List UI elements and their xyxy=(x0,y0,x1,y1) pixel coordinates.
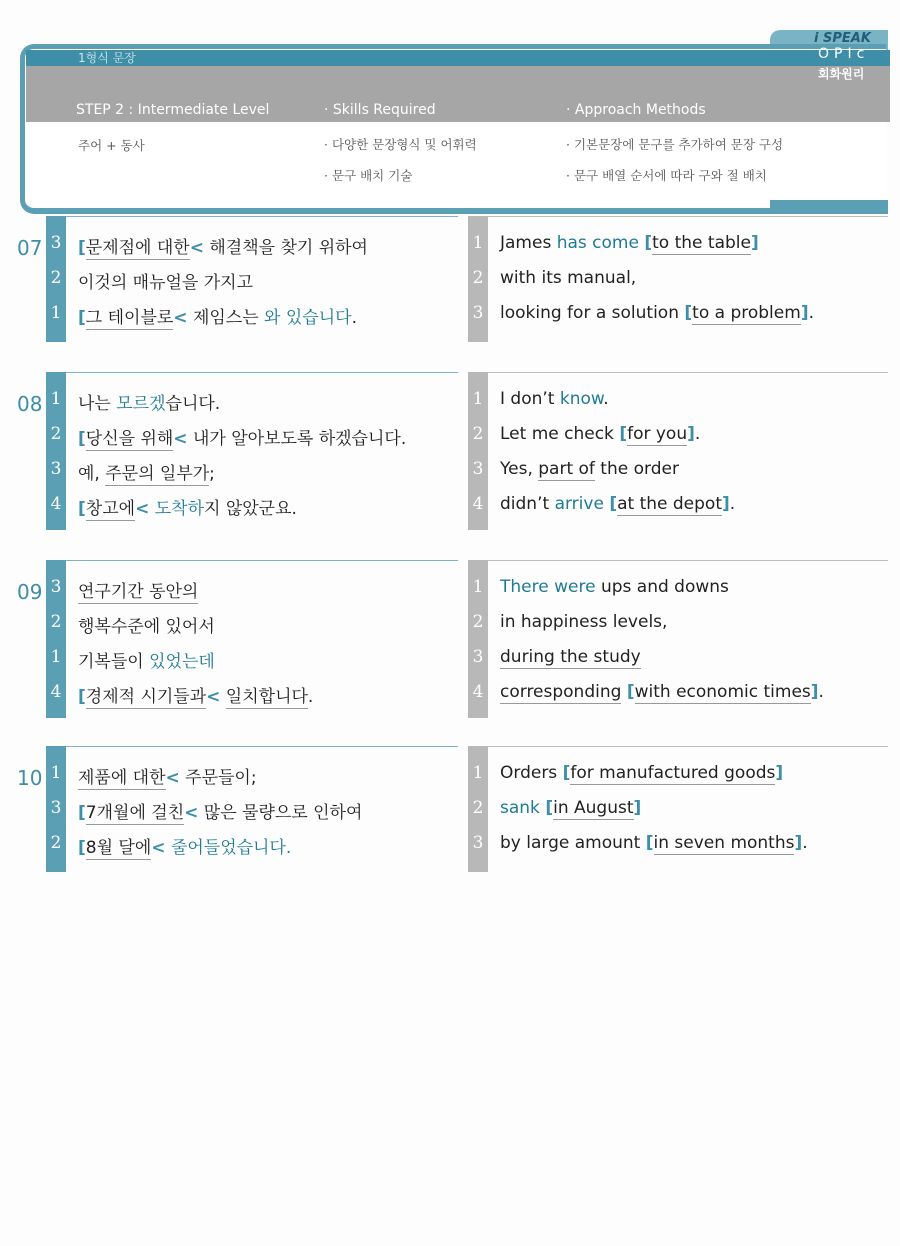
english-sentence-line xyxy=(500,612,667,632)
korean-sentence-line xyxy=(78,268,253,293)
underlined-phrase: for manufactured goods xyxy=(570,763,776,783)
sentence-text: . xyxy=(351,308,357,328)
korean-order-number: 1 xyxy=(50,389,62,409)
underlined-phrase: 8월 달에 xyxy=(85,838,152,858)
english-order-number: 2 xyxy=(472,424,484,444)
logo-subtitle: 회화원리 xyxy=(818,67,865,81)
sentence-text: 많은 물량으로 인하여 xyxy=(198,803,363,823)
separator-line xyxy=(46,746,458,747)
english-sentence-line xyxy=(500,459,679,479)
bracket-mark: [ xyxy=(609,494,618,514)
korean-sentence-line xyxy=(78,424,406,449)
underlined-phrase: 문제점에 대한 xyxy=(85,238,190,258)
sentence-text: . xyxy=(603,389,609,409)
korean-order-number: 4 xyxy=(50,682,62,702)
english-order-number: 2 xyxy=(472,798,484,818)
underlined-phrase: 일치합니다 xyxy=(225,687,308,707)
bracket-mark: < xyxy=(173,429,188,449)
skill-item: · 다양한 문장형식 및 어휘력 xyxy=(324,137,477,152)
sentence-text: looking for a solution xyxy=(500,303,685,323)
korean-sentence-line xyxy=(78,798,362,823)
sentence-text: James xyxy=(500,233,557,253)
english-order-number: 4 xyxy=(472,682,484,702)
logo-ispeak: i SPEAK xyxy=(814,31,871,46)
highlighted-phrase: 와 있습니다 xyxy=(264,308,352,328)
underlined-phrase: 그 테이블로 xyxy=(85,308,174,328)
highlighted-phrase: know xyxy=(559,389,604,409)
sentence-text: 해결책을 찾기 위하여 xyxy=(203,238,368,258)
underlined-phrase: 제품에 대한 xyxy=(78,768,166,788)
english-sentence-line xyxy=(500,763,783,783)
highlighted-phrase: There were xyxy=(500,577,596,597)
bracket-mark: ] xyxy=(687,424,695,444)
sentence-structure: 주어 + 동사 xyxy=(78,138,145,153)
separator-line xyxy=(468,216,888,217)
english-sentence-line xyxy=(500,798,641,818)
bracket-mark: [ xyxy=(626,682,635,702)
bracket-mark: [ xyxy=(78,803,86,823)
korean-sentence-line xyxy=(78,577,198,602)
bracket-mark: [ xyxy=(619,424,628,444)
english-sentence-line xyxy=(500,389,609,409)
english-order-number: 2 xyxy=(472,268,484,288)
english-sentence-line xyxy=(500,303,814,323)
logo-opic: OPIc xyxy=(818,46,870,62)
separator-line xyxy=(468,746,888,747)
bracket-mark: < xyxy=(189,238,204,258)
separator-line xyxy=(46,216,458,217)
sentence-text: 나는 xyxy=(78,394,117,414)
bracket-mark: [ xyxy=(78,687,86,707)
english-order-number: 1 xyxy=(472,233,484,253)
header-bottom-accent xyxy=(770,200,888,214)
underlined-phrase: to the table xyxy=(652,233,751,253)
sentence-text: 주문들이; xyxy=(179,768,257,788)
sentence-text: 예, xyxy=(78,464,106,484)
bracket-mark: ] xyxy=(633,798,642,818)
underlined-phrase: during the study xyxy=(500,647,641,667)
korean-order-number: 2 xyxy=(50,612,62,632)
sentence-text: I don’t xyxy=(500,389,560,409)
bracket-mark: [ xyxy=(684,303,693,323)
highlighted-phrase: 모르겠 xyxy=(116,394,166,414)
korean-sentence-line xyxy=(78,612,215,637)
bracket-mark: [ xyxy=(644,233,653,253)
header-top-bar xyxy=(26,50,890,66)
sentence-text: ups and downs xyxy=(595,577,729,597)
english-order-number: 3 xyxy=(472,647,484,667)
bracket-mark: [ xyxy=(78,838,86,858)
bracket-mark: < xyxy=(173,308,188,328)
english-sentence-line xyxy=(500,577,729,597)
korean-order-number: 1 xyxy=(50,763,62,783)
underlined-phrase: for you xyxy=(627,424,688,444)
highlighted-phrase: sank xyxy=(500,798,540,818)
sentence-text: in happiness levels, xyxy=(500,612,668,632)
english-sentence-line xyxy=(500,647,641,667)
sentence-text xyxy=(220,687,225,707)
korean-order-number: 3 xyxy=(50,233,62,253)
item-number: 09 xyxy=(17,580,43,604)
sentence-text: Let me check xyxy=(500,424,620,444)
sentence-text: 제임스는 xyxy=(187,308,265,328)
bracket-mark: [ xyxy=(645,833,654,853)
bracket-mark: ] xyxy=(794,833,803,853)
sentence-text: 습니다. xyxy=(165,394,221,414)
skills-title: · Skills Required xyxy=(324,102,436,118)
bracket-mark: ] xyxy=(722,494,730,514)
underlined-phrase: 7개월에 걸친 xyxy=(85,803,185,823)
sentence-text: . xyxy=(694,424,701,444)
korean-order-number: 2 xyxy=(50,833,62,853)
bracket-mark: < xyxy=(151,838,166,858)
bracket-mark: [ xyxy=(78,238,86,258)
korean-order-number: 1 xyxy=(50,647,62,667)
skill-item: · 문구 배치 기술 xyxy=(324,168,413,183)
bracket-mark: [ xyxy=(545,798,554,818)
bracket-mark: < xyxy=(165,768,180,788)
sentence-text: with its manual, xyxy=(500,268,637,288)
bracket-mark: [ xyxy=(78,308,86,328)
english-order-number: 1 xyxy=(472,389,484,409)
korean-sentence-line xyxy=(78,459,215,484)
korean-sentence-line xyxy=(78,647,215,672)
highlighted-phrase: 줄어들었습니다. xyxy=(170,838,292,858)
underlined-phrase: with economic times xyxy=(634,682,811,702)
bracket-mark: [ xyxy=(78,499,86,519)
bracket-mark: < xyxy=(135,499,150,519)
sentence-text: 내가 알아보도록 하겠습니다. xyxy=(187,429,407,449)
underlined-phrase: in seven months xyxy=(653,833,795,853)
english-sentence-line xyxy=(500,682,824,702)
item-number: 07 xyxy=(17,236,43,260)
approach-title: · Approach Methods xyxy=(566,102,706,118)
underlined-phrase: in August xyxy=(553,798,634,818)
underlined-phrase: 경제적 시기들과 xyxy=(85,687,207,707)
bracket-mark: [ xyxy=(78,429,86,449)
underlined-phrase: 주문의 일부가 xyxy=(105,464,210,484)
sentence-text: ; xyxy=(209,464,215,484)
korean-order-number: 2 xyxy=(50,268,62,288)
sentence-text: the order xyxy=(594,459,679,479)
bracket-mark: ] xyxy=(810,682,819,702)
english-sentence-line xyxy=(500,424,700,444)
english-order-number: 3 xyxy=(472,833,484,853)
sentence-text: Orders xyxy=(500,763,563,783)
separator-line xyxy=(46,560,458,561)
korean-order-number: 3 xyxy=(50,459,62,479)
separator-line xyxy=(468,560,888,561)
sentence-text: by large amount xyxy=(500,833,646,853)
english-order-number: 1 xyxy=(472,577,484,597)
english-order-number: 4 xyxy=(472,494,484,514)
approach-item: · 기본문장에 문구를 추가하여 문장 구성 xyxy=(566,137,784,152)
sentence-text: 행복수준에 있어서 xyxy=(78,617,215,637)
sentence-text: . xyxy=(818,682,824,702)
item-number: 08 xyxy=(17,392,43,416)
highlighted-phrase: has come xyxy=(556,233,639,253)
sentence-text: 지 않았군요. xyxy=(204,499,297,519)
sentence-text: 기복들이 xyxy=(78,652,150,672)
underlined-phrase: at the depot xyxy=(617,494,722,514)
bracket-mark: < xyxy=(206,687,221,707)
bracket-mark: [ xyxy=(562,763,571,783)
korean-order-number: 3 xyxy=(50,577,62,597)
korean-order-number: 2 xyxy=(50,424,62,444)
bracket-mark: ] xyxy=(800,303,809,323)
english-order-number: 1 xyxy=(472,763,484,783)
korean-sentence-line xyxy=(78,833,291,858)
underlined-phrase: 연구기간 동안의 xyxy=(78,582,199,602)
english-order-number: 2 xyxy=(472,612,484,632)
korean-sentence-line xyxy=(78,763,257,788)
english-order-number: 3 xyxy=(472,303,484,323)
underlined-phrase: part of xyxy=(538,459,595,479)
bracket-mark: ] xyxy=(750,233,759,253)
korean-order-number: 4 xyxy=(50,494,62,514)
korean-sentence-line xyxy=(78,682,313,707)
separator-line xyxy=(46,372,458,373)
sentence-text: Yes, xyxy=(500,459,539,479)
korean-sentence-line xyxy=(78,389,220,414)
step-label: STEP 2 : Intermediate Level xyxy=(76,102,270,118)
item-number: 10 xyxy=(17,766,43,790)
sentence-text: . xyxy=(729,494,736,514)
sentence-text: . xyxy=(802,833,808,853)
bracket-mark: < xyxy=(184,803,199,823)
english-order-number: 3 xyxy=(472,459,484,479)
english-sentence-line xyxy=(500,233,759,253)
english-sentence-line xyxy=(500,268,636,288)
underlined-phrase: to a problem xyxy=(692,303,801,323)
highlighted-phrase: arrive xyxy=(554,494,604,514)
highlighted-phrase: 있었는데 xyxy=(149,652,215,672)
separator-line xyxy=(468,372,888,373)
sentence-text: didn’t xyxy=(500,494,555,514)
highlighted-phrase: 도착하 xyxy=(154,499,204,519)
underlined-phrase: 당신을 위해 xyxy=(85,429,174,449)
korean-sentence-line xyxy=(78,303,357,328)
english-sentence-line xyxy=(500,494,735,514)
korean-order-number: 3 xyxy=(50,798,62,818)
sentence-text: 이것의 매뉴얼을 가지고 xyxy=(78,273,254,293)
korean-sentence-line xyxy=(78,494,297,519)
underlined-phrase: 창고에 xyxy=(85,499,136,519)
korean-order-number: 1 xyxy=(50,303,62,323)
english-sentence-line xyxy=(500,833,808,853)
approach-item: · 문구 배열 순서에 따라 구와 절 배치 xyxy=(566,168,767,183)
underlined-phrase: corresponding xyxy=(500,682,622,702)
section-label: 1형식 문장 xyxy=(78,51,136,65)
sentence-text: . xyxy=(808,303,814,323)
bracket-mark: ] xyxy=(775,763,784,783)
korean-sentence-line xyxy=(78,233,368,258)
sentence-text: . xyxy=(307,687,314,707)
